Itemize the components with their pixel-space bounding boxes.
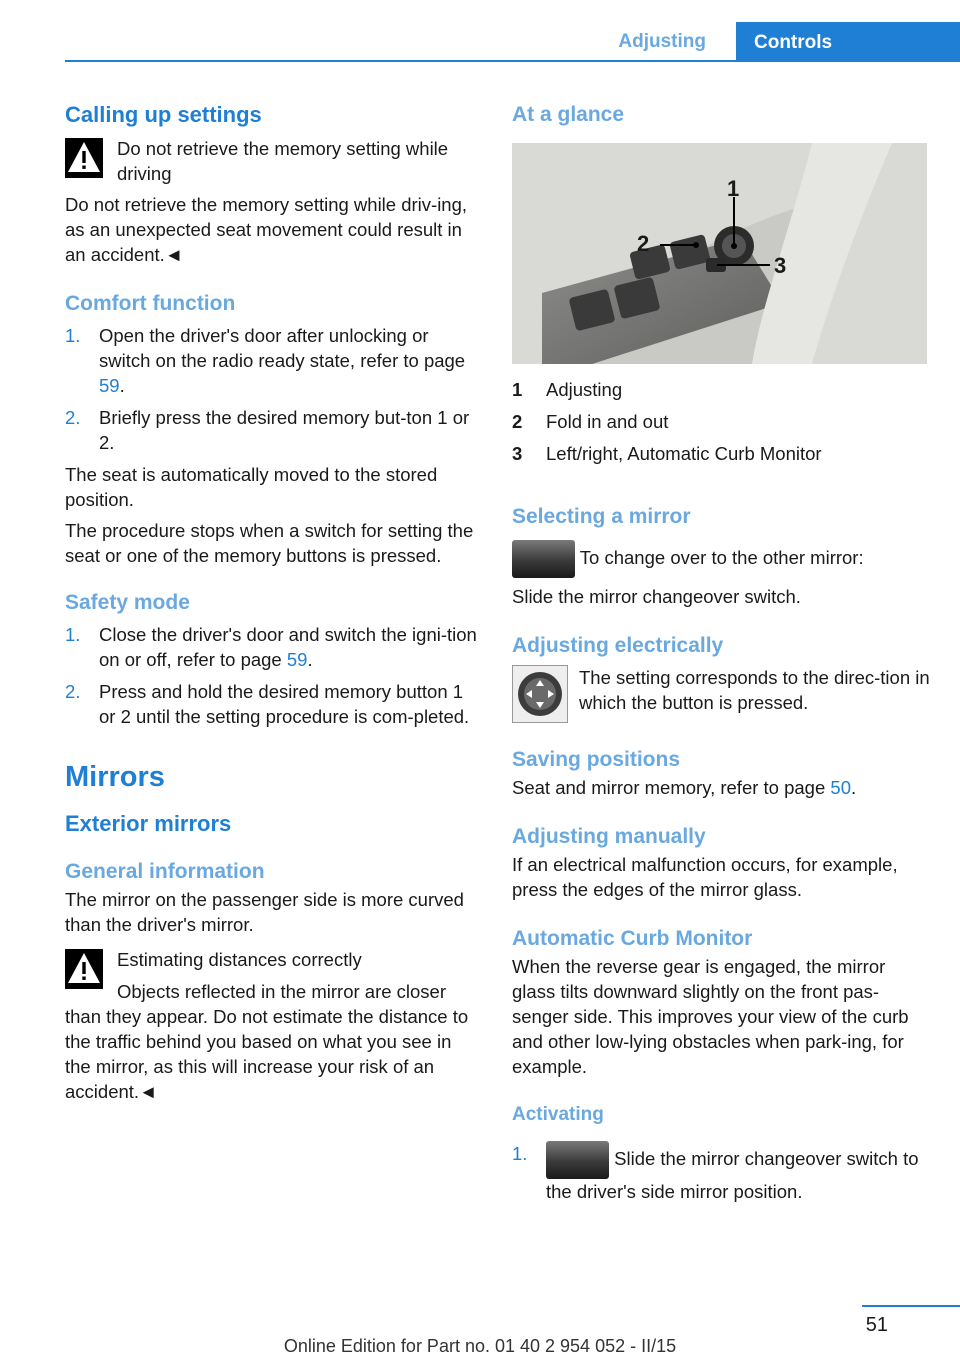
general-info-heading: General information [65,860,265,883]
left-column [65,100,480,1104]
comfort-para-1: The seat is automatically moved to the stored position. [65,464,438,510]
comfort-para-2: The procedure stops when a switch for setting the seat or one of the memory buttons is pressed. [65,520,474,566]
saving-positions-heading: Saving positions [512,748,681,771]
page-link[interactable]: 50 [830,777,851,798]
mirror-joystick-icon [512,665,568,723]
list-item: 3 Left/right, Automatic Curb Monitor [512,443,822,464]
selecting-mirror-heading: Selecting a mirror [512,505,691,528]
warning-memory [65,136,480,186]
saving-positions-body: Seat and mirror memory, refer to page 50. [512,777,857,798]
selecting-mirror-line: To change over to the other mirror: [512,540,932,578]
warning-memory-body: Do not retrieve the memory setting while driv-ing, as an unexpected seat movement could result in an accident.◄ [65,194,468,265]
calling-up-heading: Calling up settings [65,102,262,127]
callout-label: 2 [637,231,650,256]
warning-distance-title: Estimating distances correctly [117,949,362,970]
changeover-switch-icon [512,540,575,578]
page-link[interactable]: 59 [99,375,120,396]
edition-footer: Online Edition for Part no. 01 40 2 954 052 - II/15 [283,1336,677,1356]
exterior-mirrors-heading: Exterior mirrors [65,811,232,836]
adjust-electric-body: The setting corresponds to the direc-tion in which the button is pressed. [579,667,930,713]
warning-triangle-icon [65,949,103,989]
warning-distance [65,947,480,995]
safety-heading: Safety mode [65,591,190,614]
adjust-manual-heading: Adjusting manually [512,825,706,848]
chapter-tab: Controls [736,22,960,62]
photo-legend [512,374,932,470]
list-item: 2. Press and hold the desired memory button 1 or 2 until the setting procedure is com-pleted. [65,681,470,727]
warning-triangle-icon [65,138,103,178]
safety-steps [65,622,480,729]
curb-monitor-body: When the reverse gear is engaged, the mirror glass tilts downward slightly on the front pas-senger side. This improves your view of the curb and other low-lying obstacles when park-ing, for example. [512,956,909,1077]
door-panel-illustration [512,143,927,364]
changeover-switch-icon [546,1141,609,1179]
page-number: 51 [865,1314,888,1336]
adjust-manual-body: If an electrical malfunction occurs, for example, press the edges of the mirror glass. [512,854,898,900]
callout-label: 1 [727,176,740,201]
section-tab: Adjusting [618,31,706,52]
general-info-body: The mirror on the passenger side is more curved than the driver's mirror. [65,889,464,935]
selecting-mirror-body: Slide the mirror changeover switch. [512,586,801,607]
comfort-heading: Comfort function [65,292,236,315]
list-item: 1 Adjusting [512,379,623,400]
adjust-electric-block [512,665,932,723]
warning-distance-body: Objects reflected in the mirror are closer than they appear. Do not estimate the distance to the traffic behind you based on what you see in the mirror, as this will increase your risk of an accident.◄ [65,981,469,1102]
activating-steps [512,1141,932,1204]
warning-memory-title: Do not retrieve the memory setting while driving [117,138,449,184]
activating-heading: Activating [512,1104,604,1125]
list-item: 2 Fold in and out [512,411,669,432]
list-item: 1. Open the driver's door after unlocking or switch on the radio ready state, refer to page 59. [65,325,466,396]
list-item: 2. Briefly press the desired memory but-ton 1 or 2. [65,407,470,453]
at-a-glance-heading: At a glance [512,103,625,126]
list-item: 1. Slide the mirror changeover switch to the driver's side mirror position. [512,1143,919,1202]
comfort-steps [65,323,480,455]
mirror-controls-photo [512,143,927,364]
curb-monitor-heading: Automatic Curb Monitor [512,927,753,950]
page-header [0,0,960,62]
callout-label: 3 [774,253,787,278]
adjust-electric-heading: Adjusting electrically [512,634,724,657]
list-item: 1. Close the driver's door and switch the igni-tion on or off, refer to page 59. [65,624,477,670]
mirrors-heading: Mirrors [65,761,165,793]
footer-rule [862,1305,960,1307]
page-link[interactable]: 59 [286,649,308,670]
right-column [512,100,932,1211]
header-rule [65,60,960,62]
